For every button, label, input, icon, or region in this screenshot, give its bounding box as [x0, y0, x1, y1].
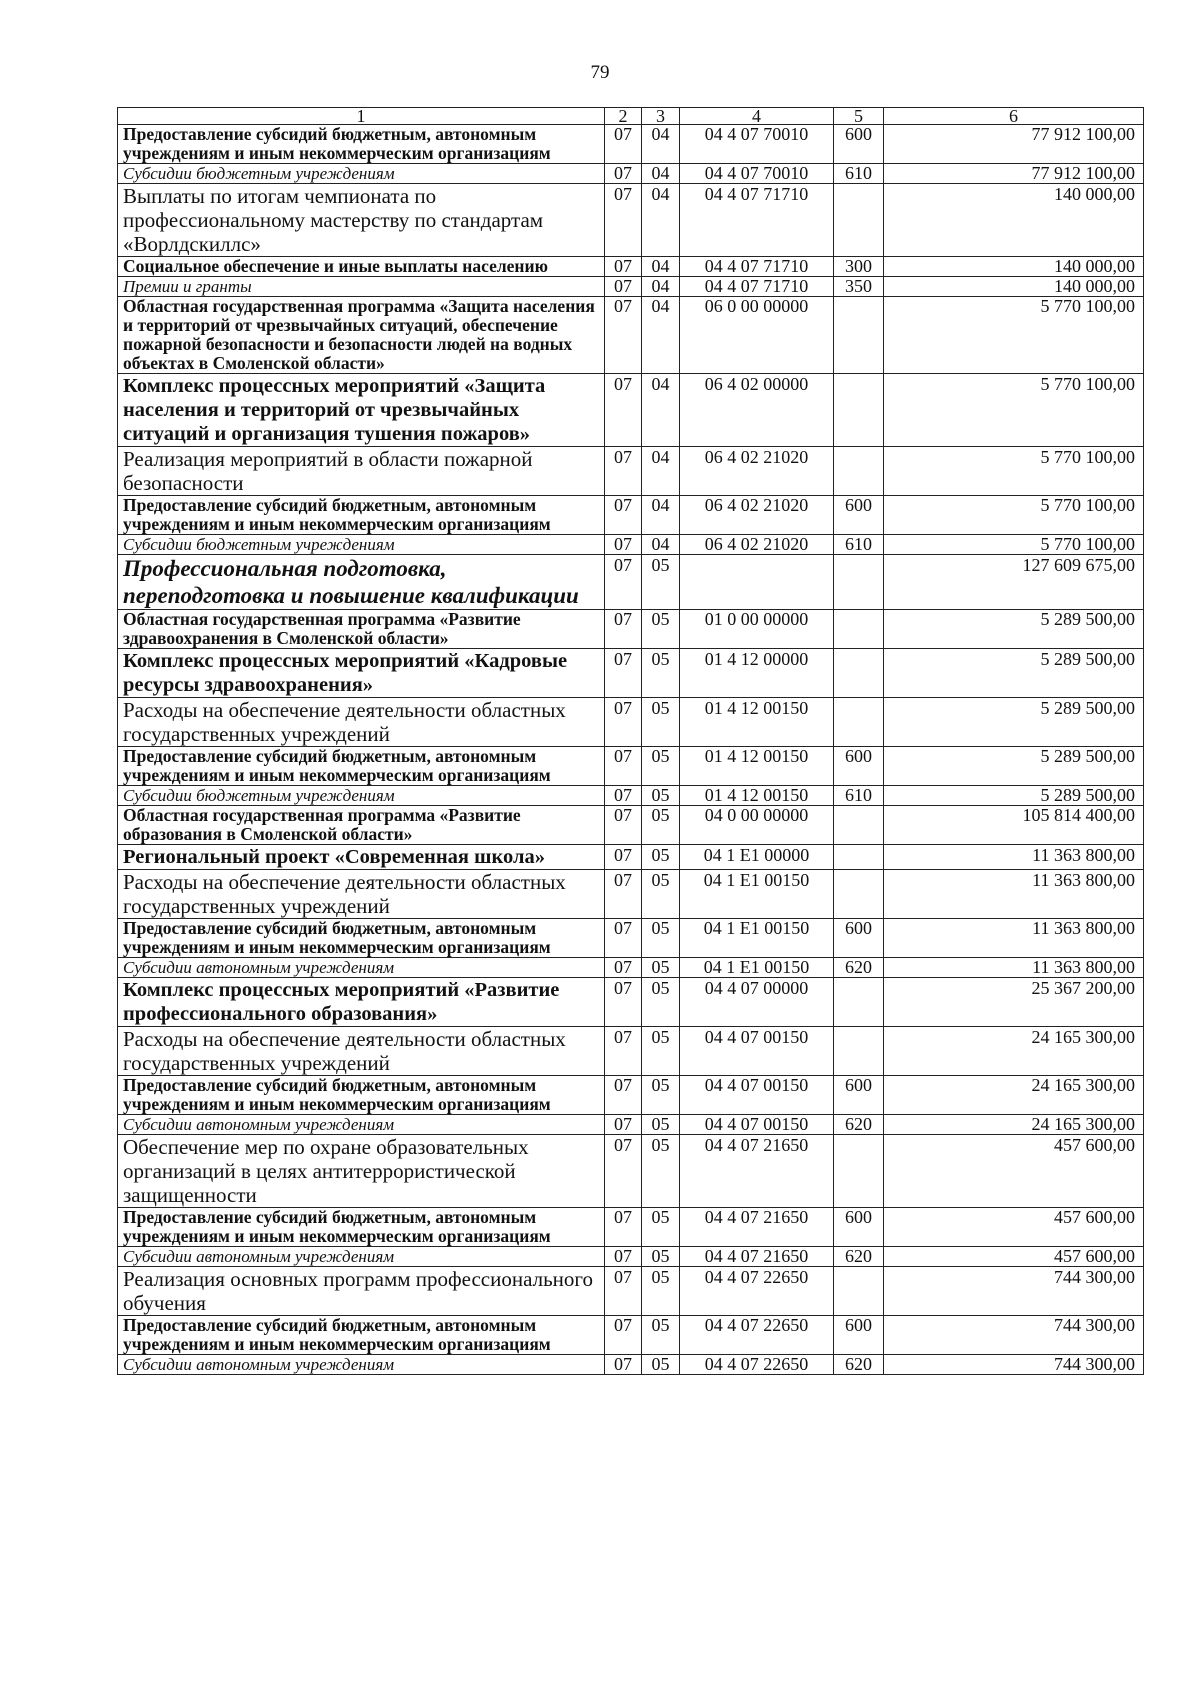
table-row [118, 1355, 1144, 1375]
row-amount-cell: 140 000,00 [884, 257, 1144, 277]
row-target-article-cell: 04 4 07 71710 [680, 184, 834, 257]
table-row [118, 610, 1144, 649]
row-expense-type-cell [834, 447, 884, 496]
row-section-cell: 07 [605, 1135, 642, 1208]
row-target-article-cell: 04 1 E1 00150 [680, 870, 834, 919]
table-row [118, 1208, 1144, 1247]
table-row [118, 845, 1144, 870]
table-row [118, 257, 1144, 277]
row-section-cell: 07 [605, 1267, 642, 1316]
row-target-article-cell: 04 4 07 22650 [680, 1355, 834, 1375]
row-target-article-cell: 04 4 07 00150 [680, 1027, 834, 1076]
row-expense-type-cell: 350 [834, 277, 884, 297]
row-target-article-cell: 04 4 07 21650 [680, 1208, 834, 1247]
row-target-article-cell: 01 4 12 00150 [680, 786, 834, 806]
row-name-cell: Областная государственная программа «Развитие здравоохранения в Смоленской области» [118, 610, 605, 649]
row-subsection-cell: 05 [642, 870, 680, 919]
row-subsection-cell: 05 [642, 786, 680, 806]
row-section-cell: 07 [605, 698, 642, 747]
row-section-cell: 07 [605, 958, 642, 978]
table-row [118, 447, 1144, 496]
row-section-cell: 07 [605, 649, 642, 698]
page-number: 79 [590, 62, 610, 83]
row-expense-type-cell [834, 1267, 884, 1316]
row-section-cell: 07 [605, 496, 642, 535]
table-row [118, 184, 1144, 257]
row-target-article-cell: 04 1 E1 00150 [680, 919, 834, 958]
row-name-cell: Предоставление субсидий бюджетным, автономным учреждениям и иным некоммерческим организациям [118, 1076, 605, 1115]
row-amount-cell: 744 300,00 [884, 1316, 1144, 1355]
row-section-cell: 07 [605, 919, 642, 958]
row-name-cell: Предоставление субсидий бюджетным, автономным учреждениям и иным некоммерческим организациям [118, 1208, 605, 1247]
row-subsection-cell: 05 [642, 1135, 680, 1208]
row-section-cell: 07 [605, 845, 642, 870]
row-expense-type-cell [834, 374, 884, 447]
table-row [118, 297, 1144, 374]
row-subsection-cell: 05 [642, 978, 680, 1027]
row-section-cell: 07 [605, 257, 642, 277]
row-amount-cell: 24 165 300,00 [884, 1027, 1144, 1076]
row-name-cell: Субсидии бюджетным учреждениям [118, 164, 605, 184]
row-amount-cell: 140 000,00 [884, 277, 1144, 297]
row-expense-type-cell: 600 [834, 125, 884, 164]
row-section-cell: 07 [605, 978, 642, 1027]
row-expense-type-cell [834, 1027, 884, 1076]
row-target-article-cell: 04 1 E1 00000 [680, 845, 834, 870]
row-name-cell: Комплекс процессных мероприятий «Защита населения и территорий от чрезвычайных ситуаций и организация тушения пожаров» [118, 374, 605, 447]
row-name-cell: Региональный проект «Современная школа» [118, 845, 605, 870]
header-row [118, 108, 1144, 125]
row-name-cell: Субсидии автономным учреждениям [118, 1247, 605, 1267]
row-name-cell: Комплекс процессных мероприятий «Кадровые ресурсы здравоохранения» [118, 649, 605, 698]
row-expense-type-cell: 610 [834, 164, 884, 184]
row-expense-type-cell [834, 184, 884, 257]
row-expense-type-cell: 600 [834, 496, 884, 535]
row-target-article-cell: 04 0 00 00000 [680, 806, 834, 845]
table-row [118, 1247, 1144, 1267]
row-name-cell: Предоставление субсидий бюджетным, автономным учреждениям и иным некоммерческим организациям [118, 747, 605, 786]
row-subsection-cell: 05 [642, 1247, 680, 1267]
row-target-article-cell: 06 4 02 21020 [680, 496, 834, 535]
row-amount-cell: 744 300,00 [884, 1355, 1144, 1375]
row-amount-cell: 24 165 300,00 [884, 1115, 1144, 1135]
row-section-cell: 07 [605, 535, 642, 555]
row-name-cell: Областная государственная программа «Развитие образования в Смоленской области» [118, 806, 605, 845]
row-section-cell: 07 [605, 610, 642, 649]
table-row [118, 747, 1144, 786]
row-name-cell: Предоставление субсидий бюджетным, автономным учреждениям и иным некоммерческим организациям [118, 919, 605, 958]
row-name-cell: Обеспечение мер по охране образовательных организаций в целях антитеррористической защищенности [118, 1135, 605, 1208]
row-subsection-cell: 05 [642, 806, 680, 845]
table-row [118, 649, 1144, 698]
row-subsection-cell: 04 [642, 277, 680, 297]
row-amount-cell: 5 770 100,00 [884, 374, 1144, 447]
row-name-cell: Выплаты по итогам чемпионата по профессиональному мастерству по стандартам «Ворлдскиллс» [118, 184, 605, 257]
table-row [118, 1115, 1144, 1135]
row-section-cell: 07 [605, 164, 642, 184]
row-target-article-cell: 01 0 00 00000 [680, 610, 834, 649]
row-section-cell: 07 [605, 870, 642, 919]
row-subsection-cell: 05 [642, 1208, 680, 1247]
row-expense-type-cell: 620 [834, 1355, 884, 1375]
row-subsection-cell: 05 [642, 555, 680, 610]
row-amount-cell: 5 289 500,00 [884, 747, 1144, 786]
row-name-cell: Субсидии автономным учреждениям [118, 958, 605, 978]
table-row [118, 1027, 1144, 1076]
row-amount-cell: 5 770 100,00 [884, 447, 1144, 496]
row-expense-type-cell: 620 [834, 958, 884, 978]
row-section-cell: 07 [605, 184, 642, 257]
row-subsection-cell: 04 [642, 447, 680, 496]
table-row [118, 1076, 1144, 1115]
row-amount-cell: 140 000,00 [884, 184, 1144, 257]
row-amount-cell: 457 600,00 [884, 1208, 1144, 1247]
row-expense-type-cell [834, 610, 884, 649]
table-row [118, 555, 1144, 610]
table-body [118, 125, 1144, 1375]
row-subsection-cell: 04 [642, 125, 680, 164]
row-target-article-cell: 01 4 12 00000 [680, 649, 834, 698]
row-amount-cell: 105 814 400,00 [884, 806, 1144, 845]
row-amount-cell: 77 912 100,00 [884, 125, 1144, 164]
row-expense-type-cell [834, 649, 884, 698]
row-name-cell: Комплекс процессных мероприятий «Развитие профессионального образования» [118, 978, 605, 1027]
row-target-article-cell [680, 555, 834, 610]
row-expense-type-cell [834, 870, 884, 919]
row-subsection-cell: 05 [642, 1076, 680, 1115]
row-expense-type-cell [834, 297, 884, 374]
table-row [118, 125, 1144, 164]
row-expense-type-cell [834, 845, 884, 870]
row-name-cell: Профессиональная подготовка, переподготовка и повышение квалификации [118, 555, 605, 610]
table-row [118, 1316, 1144, 1355]
row-subsection-cell: 05 [642, 1316, 680, 1355]
row-subsection-cell: 04 [642, 374, 680, 447]
row-section-cell: 07 [605, 447, 642, 496]
row-subsection-cell: 05 [642, 1355, 680, 1375]
row-section-cell: 07 [605, 1208, 642, 1247]
row-subsection-cell: 04 [642, 535, 680, 555]
row-expense-type-cell: 610 [834, 535, 884, 555]
row-target-article-cell: 04 4 07 00150 [680, 1076, 834, 1115]
row-subsection-cell: 04 [642, 184, 680, 257]
row-amount-cell: 5 770 100,00 [884, 496, 1144, 535]
header-col-2: 2 [605, 108, 642, 125]
row-name-cell: Расходы на обеспечение деятельности областных государственных учреждений [118, 870, 605, 919]
row-name-cell: Расходы на обеспечение деятельности областных государственных учреждений [118, 1027, 605, 1076]
header-col-5: 5 [834, 108, 884, 125]
row-subsection-cell: 05 [642, 1115, 680, 1135]
row-name-cell: Социальное обеспечение и иные выплаты населению [118, 257, 605, 277]
row-target-article-cell: 04 4 07 70010 [680, 125, 834, 164]
row-name-cell: Субсидии бюджетным учреждениям [118, 786, 605, 806]
row-section-cell: 07 [605, 1027, 642, 1076]
row-target-article-cell: 04 4 07 21650 [680, 1247, 834, 1267]
row-amount-cell: 5 289 500,00 [884, 649, 1144, 698]
row-section-cell: 07 [605, 1355, 642, 1375]
row-amount-cell: 11 363 800,00 [884, 870, 1144, 919]
row-name-cell: Реализация мероприятий в области пожарной безопасности [118, 447, 605, 496]
row-expense-type-cell [834, 698, 884, 747]
row-subsection-cell: 05 [642, 919, 680, 958]
row-section-cell: 07 [605, 297, 642, 374]
row-section-cell: 07 [605, 1247, 642, 1267]
row-amount-cell: 127 609 675,00 [884, 555, 1144, 610]
table-row [118, 978, 1144, 1027]
row-expense-type-cell: 620 [834, 1247, 884, 1267]
row-subsection-cell: 04 [642, 496, 680, 535]
row-subsection-cell: 05 [642, 747, 680, 786]
row-name-cell: Премии и гранты [118, 277, 605, 297]
row-section-cell: 07 [605, 1076, 642, 1115]
row-name-cell: Субсидии автономным учреждениям [118, 1355, 605, 1375]
row-amount-cell: 457 600,00 [884, 1135, 1144, 1208]
row-section-cell: 07 [605, 1316, 642, 1355]
row-amount-cell: 5 770 100,00 [884, 535, 1144, 555]
row-name-cell: Субсидии автономным учреждениям [118, 1115, 605, 1135]
header-col-6: 6 [884, 108, 1144, 125]
row-expense-type-cell: 300 [834, 257, 884, 277]
row-amount-cell: 744 300,00 [884, 1267, 1144, 1316]
row-amount-cell: 11 363 800,00 [884, 958, 1144, 978]
row-target-article-cell: 04 4 07 70010 [680, 164, 834, 184]
row-target-article-cell: 04 4 07 22650 [680, 1267, 834, 1316]
row-amount-cell: 5 289 500,00 [884, 786, 1144, 806]
row-subsection-cell: 05 [642, 610, 680, 649]
row-subsection-cell: 04 [642, 297, 680, 374]
row-expense-type-cell: 620 [834, 1115, 884, 1135]
table-row [118, 1267, 1144, 1316]
row-name-cell: Реализация основных программ профессионального обучения [118, 1267, 605, 1316]
row-subsection-cell: 05 [642, 698, 680, 747]
row-amount-cell: 77 912 100,00 [884, 164, 1144, 184]
budget-table [117, 107, 1144, 1375]
row-target-article-cell: 06 4 02 21020 [680, 535, 834, 555]
row-expense-type-cell: 610 [834, 786, 884, 806]
row-target-article-cell: 01 4 12 00150 [680, 698, 834, 747]
row-target-article-cell: 04 4 07 00000 [680, 978, 834, 1027]
row-name-cell: Предоставление субсидий бюджетным, автономным учреждениям и иным некоммерческим организациям [118, 1316, 605, 1355]
row-subsection-cell: 04 [642, 164, 680, 184]
table-row [118, 535, 1144, 555]
row-section-cell: 07 [605, 806, 642, 845]
row-amount-cell: 5 289 500,00 [884, 610, 1144, 649]
row-amount-cell: 25 367 200,00 [884, 978, 1144, 1027]
row-name-cell: Предоставление субсидий бюджетным, автономным учреждениям и иным некоммерческим организациям [118, 125, 605, 164]
row-amount-cell: 11 363 800,00 [884, 845, 1144, 870]
table-row [118, 496, 1144, 535]
row-amount-cell: 11 363 800,00 [884, 919, 1144, 958]
row-expense-type-cell: 600 [834, 919, 884, 958]
row-target-article-cell: 04 4 07 71710 [680, 257, 834, 277]
table-row [118, 1135, 1144, 1208]
row-subsection-cell: 04 [642, 257, 680, 277]
row-expense-type-cell [834, 555, 884, 610]
row-section-cell: 07 [605, 555, 642, 610]
table-row [118, 806, 1144, 845]
row-amount-cell: 5 289 500,00 [884, 698, 1144, 747]
row-target-article-cell: 06 0 00 00000 [680, 297, 834, 374]
row-target-article-cell: 04 4 07 00150 [680, 1115, 834, 1135]
row-target-article-cell: 04 4 07 22650 [680, 1316, 834, 1355]
header-col-1: 1 [118, 108, 605, 125]
row-amount-cell: 5 770 100,00 [884, 297, 1144, 374]
header-col-4: 4 [680, 108, 834, 125]
row-target-article-cell: 04 1 E1 00150 [680, 958, 834, 978]
row-expense-type-cell: 600 [834, 747, 884, 786]
row-section-cell: 07 [605, 747, 642, 786]
row-subsection-cell: 05 [642, 958, 680, 978]
row-name-cell: Расходы на обеспечение деятельности областных государственных учреждений [118, 698, 605, 747]
row-amount-cell: 457 600,00 [884, 1247, 1144, 1267]
table-row [118, 919, 1144, 958]
table-row [118, 786, 1144, 806]
row-expense-type-cell: 600 [834, 1076, 884, 1115]
row-expense-type-cell [834, 978, 884, 1027]
row-expense-type-cell [834, 1135, 884, 1208]
table-row [118, 870, 1144, 919]
row-section-cell: 07 [605, 374, 642, 447]
row-name-cell: Предоставление субсидий бюджетным, автономным учреждениям и иным некоммерческим организациям [118, 496, 605, 535]
table-row [118, 958, 1144, 978]
row-section-cell: 07 [605, 786, 642, 806]
row-target-article-cell: 06 4 02 00000 [680, 374, 834, 447]
table-row [118, 164, 1144, 184]
header-col-3: 3 [642, 108, 680, 125]
row-target-article-cell: 04 4 07 71710 [680, 277, 834, 297]
row-subsection-cell: 05 [642, 1267, 680, 1316]
row-section-cell: 07 [605, 125, 642, 164]
row-name-cell: Областная государственная программа «Защита населения и территорий от чрезвычайных ситуаций, обеспечение пожарной безопасности и безопасности людей на водных объектах в Смоленской области» [118, 297, 605, 374]
row-subsection-cell: 05 [642, 649, 680, 698]
row-target-article-cell: 04 4 07 21650 [680, 1135, 834, 1208]
table-row [118, 277, 1144, 297]
row-section-cell: 07 [605, 277, 642, 297]
row-target-article-cell: 06 4 02 21020 [680, 447, 834, 496]
table-row [118, 374, 1144, 447]
row-subsection-cell: 05 [642, 1027, 680, 1076]
row-target-article-cell: 01 4 12 00150 [680, 747, 834, 786]
row-expense-type-cell: 600 [834, 1208, 884, 1247]
row-subsection-cell: 05 [642, 845, 680, 870]
row-amount-cell: 24 165 300,00 [884, 1076, 1144, 1115]
row-section-cell: 07 [605, 1115, 642, 1135]
row-name-cell: Субсидии бюджетным учреждениям [118, 535, 605, 555]
row-expense-type-cell: 600 [834, 1316, 884, 1355]
row-expense-type-cell [834, 806, 884, 845]
table-row [118, 698, 1144, 747]
